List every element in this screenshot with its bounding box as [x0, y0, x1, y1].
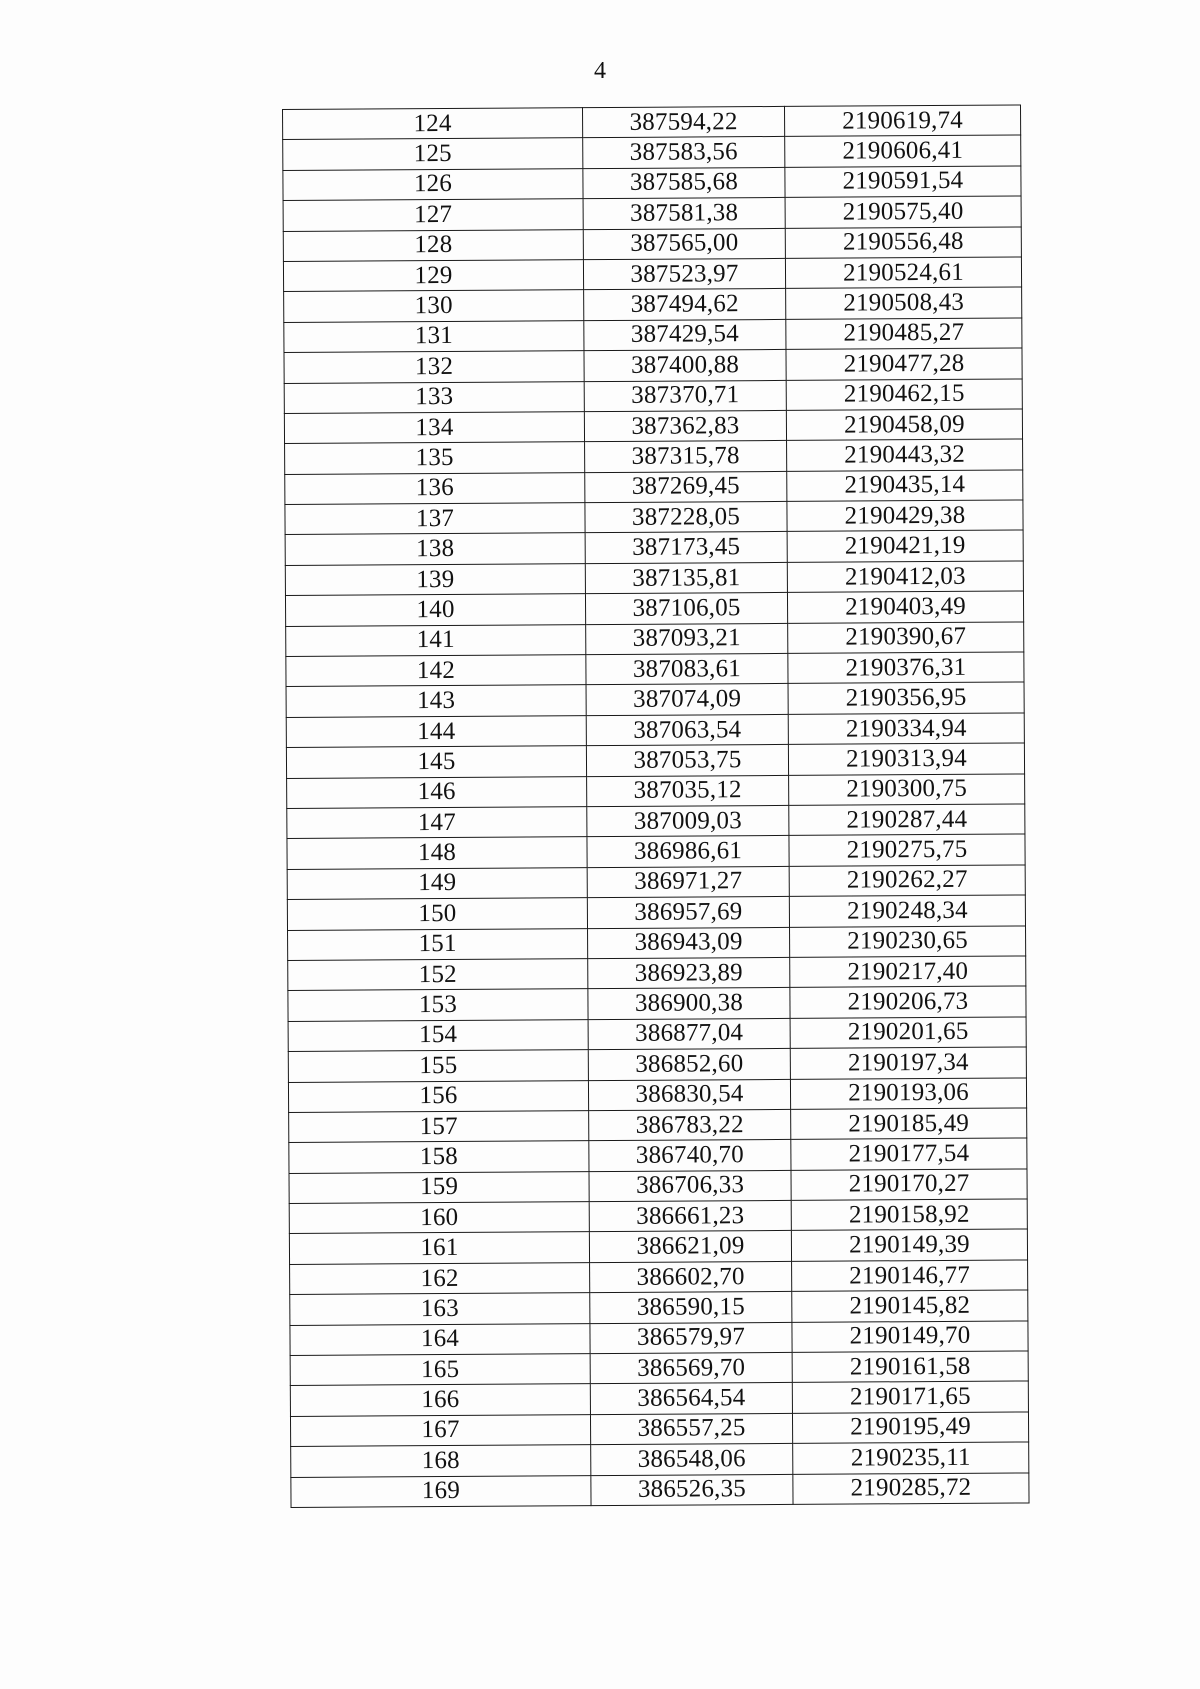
coordinate-x-cell: 386621,09 [589, 1231, 791, 1263]
coordinate-x-cell: 387523,97 [583, 258, 785, 290]
coordinate-y-cell: 2190619,74 [784, 105, 1020, 137]
point-number-cell: 137 [285, 503, 585, 535]
table-row [287, 865, 1025, 900]
point-number-cell: 164 [290, 1323, 590, 1355]
table-row [286, 743, 1024, 778]
coordinate-y-cell: 2190575,40 [785, 196, 1021, 228]
coordinate-y-cell: 2190170,27 [791, 1169, 1027, 1201]
coordinate-x-cell: 386526,35 [591, 1474, 793, 1506]
point-number-cell: 138 [285, 533, 585, 565]
point-number-cell: 136 [285, 472, 585, 504]
coordinate-y-cell: 2190300,75 [789, 774, 1025, 806]
point-number-cell: 154 [288, 1019, 588, 1051]
point-number-cell: 165 [290, 1354, 590, 1386]
point-number-cell: 135 [285, 442, 585, 474]
table-row [286, 622, 1024, 657]
point-number-cell: 166 [290, 1384, 590, 1416]
coordinate-x-cell: 387074,09 [586, 684, 788, 716]
point-number-cell: 128 [283, 229, 583, 261]
table-row [287, 895, 1025, 930]
table-row [284, 348, 1022, 383]
point-number-cell: 152 [288, 959, 588, 991]
coordinate-x-cell: 387370,71 [584, 380, 786, 412]
coordinate-x-cell: 386569,70 [590, 1352, 792, 1384]
coordinate-y-cell: 2190235,11 [793, 1442, 1029, 1474]
point-number-cell: 156 [288, 1080, 588, 1112]
coordinate-x-cell: 386877,04 [588, 1018, 790, 1050]
table-row [283, 166, 1021, 201]
coordinate-x-cell: 386579,97 [590, 1322, 792, 1354]
coordinate-x-cell: 386706,33 [589, 1170, 791, 1202]
coordinate-x-cell: 387009,03 [587, 805, 789, 837]
coordinate-y-cell: 2190435,14 [787, 470, 1023, 502]
table-row [285, 439, 1023, 474]
point-number-cell: 124 [283, 108, 583, 140]
coordinate-y-cell: 2190285,72 [793, 1473, 1029, 1505]
coordinate-y-cell: 2190149,39 [791, 1229, 1027, 1261]
coordinate-x-cell: 387429,54 [584, 319, 786, 351]
coordinate-x-cell: 387585,68 [583, 167, 785, 199]
coordinate-x-cell: 386661,23 [589, 1200, 791, 1232]
coordinate-x-cell: 387053,75 [586, 745, 788, 777]
coordinate-y-cell: 2190177,54 [791, 1138, 1027, 1170]
table-row [290, 1412, 1028, 1447]
coordinate-y-cell: 2190458,09 [786, 409, 1022, 441]
coordinate-x-cell: 387093,21 [586, 623, 788, 655]
point-number-cell: 149 [287, 867, 587, 899]
coordinate-x-cell: 386740,70 [589, 1140, 791, 1172]
coordinate-x-cell: 387594,22 [582, 106, 784, 138]
coordinate-y-cell: 2190591,54 [785, 166, 1021, 198]
table-row [285, 500, 1023, 535]
coordinate-y-cell: 2190262,27 [789, 865, 1025, 897]
table-row [284, 287, 1022, 322]
point-number-cell: 131 [284, 320, 584, 352]
coordinate-x-cell: 386986,61 [587, 836, 789, 868]
point-number-cell: 163 [290, 1293, 590, 1325]
point-number-cell: 155 [288, 1050, 588, 1082]
table-row [288, 1017, 1026, 1052]
point-number-cell: 134 [284, 412, 584, 444]
coordinate-y-cell: 2190403,49 [787, 591, 1023, 623]
table-row [289, 1169, 1027, 1204]
coordinate-x-cell: 387583,56 [583, 137, 785, 169]
coordinate-x-cell: 387400,88 [584, 350, 786, 382]
coordinate-y-cell: 2190206,73 [790, 986, 1026, 1018]
coordinate-x-cell: 387063,54 [586, 714, 788, 746]
point-number-cell: 145 [286, 746, 586, 778]
point-number-cell: 153 [288, 989, 588, 1021]
point-number-cell: 148 [287, 837, 587, 869]
coordinate-y-cell: 2190313,94 [788, 743, 1024, 775]
coordinate-y-cell: 2190477,28 [786, 348, 1022, 380]
coordinate-y-cell: 2190161,58 [792, 1351, 1028, 1383]
coordinate-y-cell: 2190230,65 [790, 926, 1026, 958]
table-body [283, 105, 1030, 1507]
coordinate-y-cell: 2190429,38 [787, 500, 1023, 532]
point-number-cell: 129 [283, 260, 583, 292]
table-row [290, 1351, 1028, 1386]
coordinate-y-cell: 2190193,06 [790, 1077, 1026, 1109]
point-number-cell: 159 [289, 1171, 589, 1203]
coordinate-x-cell: 387362,83 [584, 410, 786, 442]
coordinate-x-cell: 387135,81 [585, 562, 787, 594]
point-number-cell: 147 [287, 807, 587, 839]
coordinate-y-cell: 2190421,19 [787, 530, 1023, 562]
coordinate-x-cell: 387173,45 [585, 532, 787, 564]
table-row [288, 986, 1026, 1021]
point-number-cell: 162 [290, 1262, 590, 1294]
table-row [289, 1108, 1027, 1143]
coordinate-x-cell: 387494,62 [584, 289, 786, 321]
coordinate-y-cell: 2190185,49 [791, 1108, 1027, 1140]
table-row [284, 378, 1022, 413]
coordinate-x-cell: 386564,54 [590, 1383, 792, 1415]
coordinate-x-cell: 386830,54 [588, 1079, 790, 1111]
point-number-cell: 157 [289, 1111, 589, 1143]
coordinate-x-cell: 387228,05 [585, 502, 787, 534]
table-row [289, 1138, 1027, 1173]
table-row [291, 1473, 1029, 1508]
coordinate-y-cell: 2190606,41 [785, 135, 1021, 167]
coordinate-x-cell: 386590,15 [590, 1292, 792, 1324]
point-number-cell: 169 [291, 1475, 591, 1507]
coordinate-y-cell: 2190412,03 [787, 561, 1023, 593]
coordinate-x-cell: 386923,89 [588, 957, 790, 989]
coordinate-y-cell: 2190248,34 [789, 895, 1025, 927]
point-number-cell: 139 [285, 564, 585, 596]
point-number-cell: 160 [289, 1202, 589, 1234]
point-number-cell: 126 [283, 168, 583, 200]
coordinate-y-cell: 2190146,77 [792, 1260, 1028, 1292]
coordinate-y-cell: 2190195,49 [792, 1412, 1028, 1444]
point-number-cell: 158 [289, 1141, 589, 1173]
point-number-cell: 151 [288, 928, 588, 960]
point-number-cell: 167 [290, 1414, 590, 1446]
point-number-cell: 133 [284, 381, 584, 413]
table-row [283, 227, 1021, 262]
coordinate-y-cell: 2190201,65 [790, 1017, 1026, 1049]
coordinate-y-cell: 2190334,94 [788, 713, 1024, 745]
table-row [288, 956, 1026, 991]
coordinate-x-cell: 386557,25 [590, 1413, 792, 1445]
coordinate-y-cell: 2190171,65 [792, 1381, 1028, 1413]
coordinate-y-cell: 2190275,75 [789, 834, 1025, 866]
coordinate-y-cell: 2190287,44 [789, 804, 1025, 836]
table-row [284, 409, 1022, 444]
coordinate-x-cell: 387315,78 [585, 441, 787, 473]
table-row [289, 1199, 1027, 1234]
table-row [286, 682, 1024, 717]
table-row [284, 318, 1022, 353]
coordinate-x-cell: 386943,09 [588, 927, 790, 959]
coordinate-y-cell: 2190524,61 [785, 257, 1021, 289]
table-row [283, 257, 1021, 292]
coordinate-x-cell: 387035,12 [587, 775, 789, 807]
coordinate-y-cell: 2190508,43 [786, 287, 1022, 319]
coordinate-y-cell: 2190356,95 [788, 682, 1024, 714]
coordinate-x-cell: 386900,38 [588, 988, 790, 1020]
table-row [291, 1442, 1029, 1477]
table-row [285, 530, 1023, 565]
coordinate-x-cell: 387581,38 [583, 198, 785, 230]
point-number-cell: 130 [284, 290, 584, 322]
table-row [285, 561, 1023, 596]
coordinate-x-cell: 386971,27 [587, 866, 789, 898]
coordinate-x-cell: 386852,60 [588, 1049, 790, 1081]
table-row [285, 591, 1023, 626]
point-number-cell: 144 [286, 715, 586, 747]
point-number-cell: 142 [286, 655, 586, 687]
table-row [288, 1047, 1026, 1082]
point-number-cell: 140 [285, 594, 585, 626]
coordinate-y-cell: 2190443,32 [787, 439, 1023, 471]
coordinate-y-cell: 2190485,27 [786, 318, 1022, 350]
point-number-cell: 141 [286, 624, 586, 656]
coordinate-x-cell: 387565,00 [583, 228, 785, 260]
coordinate-y-cell: 2190158,92 [791, 1199, 1027, 1231]
coordinate-y-cell: 2190390,67 [788, 622, 1024, 654]
point-number-cell: 168 [291, 1445, 591, 1477]
table-row [283, 196, 1021, 231]
table-row [290, 1290, 1028, 1325]
coordinate-y-cell: 2190462,15 [786, 378, 1022, 410]
coordinate-y-cell: 2190149,70 [792, 1321, 1028, 1353]
coordinate-y-cell: 2190376,31 [788, 652, 1024, 684]
point-number-cell: 161 [289, 1232, 589, 1264]
coordinates-table [282, 104, 1030, 1507]
coordinate-x-cell: 387106,05 [585, 593, 787, 625]
table-row [285, 470, 1023, 505]
table-row [289, 1229, 1027, 1264]
coordinate-x-cell: 386548,06 [591, 1444, 793, 1476]
coordinate-y-cell: 2190556,48 [785, 227, 1021, 259]
coordinate-y-cell: 2190217,40 [790, 956, 1026, 988]
table-row [290, 1381, 1028, 1416]
coordinate-y-cell: 2190145,82 [792, 1290, 1028, 1322]
point-number-cell: 143 [286, 685, 586, 717]
table-row [283, 135, 1021, 170]
table-row [288, 926, 1026, 961]
table-row [288, 1077, 1026, 1112]
table-row [286, 652, 1024, 687]
table-row [286, 713, 1024, 748]
table-row [290, 1260, 1028, 1295]
coordinate-x-cell: 387269,45 [585, 471, 787, 503]
point-number-cell: 146 [287, 776, 587, 808]
point-number-cell: 150 [287, 898, 587, 930]
coordinate-x-cell: 387083,61 [586, 653, 788, 685]
coordinate-x-cell: 386783,22 [589, 1109, 791, 1141]
coordinate-y-cell: 2190197,34 [790, 1047, 1026, 1079]
point-number-cell: 127 [283, 199, 583, 231]
point-number-cell: 132 [284, 351, 584, 383]
table-row [287, 774, 1025, 809]
point-number-cell: 125 [283, 138, 583, 170]
table-row [287, 834, 1025, 869]
table-row [290, 1321, 1028, 1356]
coordinate-x-cell: 386602,70 [590, 1261, 792, 1293]
table-row [287, 804, 1025, 839]
table-row [283, 105, 1021, 140]
page-number: 4 [594, 58, 606, 84]
coordinate-x-cell: 386957,69 [587, 897, 789, 929]
